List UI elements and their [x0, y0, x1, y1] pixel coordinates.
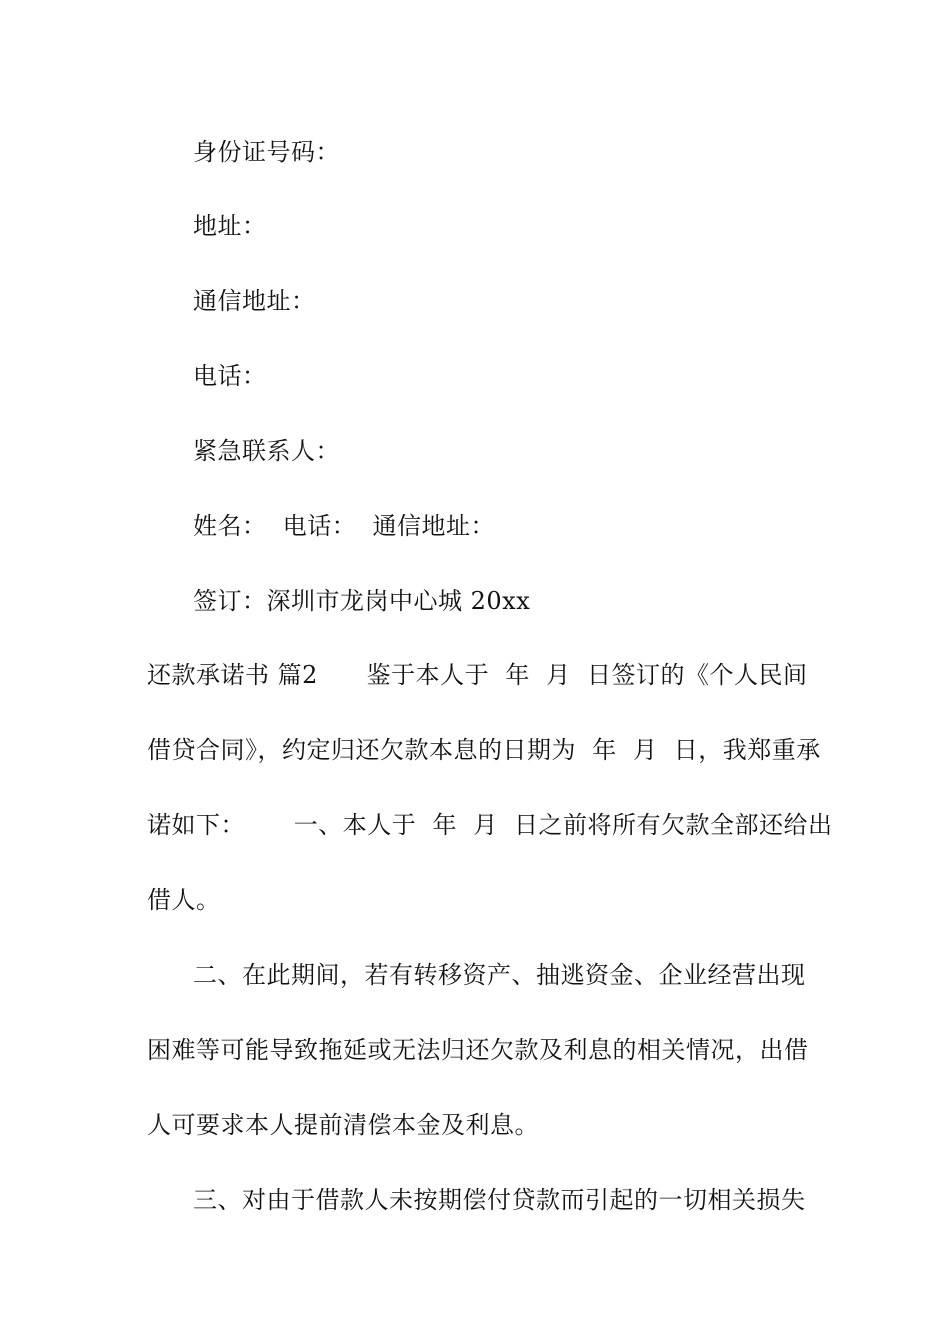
signing-place-line: 签订：深圳市龙岗中心城 20xx — [193, 587, 531, 615]
mailing-address-label: 通信地址： — [193, 287, 316, 315]
paragraph-line: 借贷合同》，约定归还欠款本息的日期为 年 月 日，我郑重承 — [147, 736, 821, 764]
paragraph-line: 困难等可能导致拖延或无法归还欠款及利息的相关情况，出借 — [147, 1036, 809, 1064]
contact-fields-line: 姓名： 电话： 通信地址： — [193, 512, 496, 540]
id-number-label: 身份证号码： — [193, 138, 340, 166]
paragraph-line: 人可要求本人提前清偿本金及利息。 — [147, 1111, 539, 1139]
emergency-contact-label: 紧急联系人： — [193, 437, 340, 465]
paragraph-line: 二、在此期间，若有转移资产、抽逃资金、企业经营出现 — [193, 961, 806, 989]
address-label: 地址： — [193, 212, 267, 240]
phone-label: 电话： — [193, 362, 267, 390]
paragraph-line: 三、对由于借款人未按期偿付贷款而引起的一切相关损失 — [193, 1186, 806, 1214]
paragraph-line: 借人。 — [147, 886, 221, 914]
paragraph-line: 诺如下： 一、本人于 年 月 日之前将所有欠款全部还给出 — [147, 811, 833, 839]
paragraph-line: 还款承诺书 篇2 鉴于本人于 年 月 日签订的《个人民间 — [147, 661, 808, 689]
